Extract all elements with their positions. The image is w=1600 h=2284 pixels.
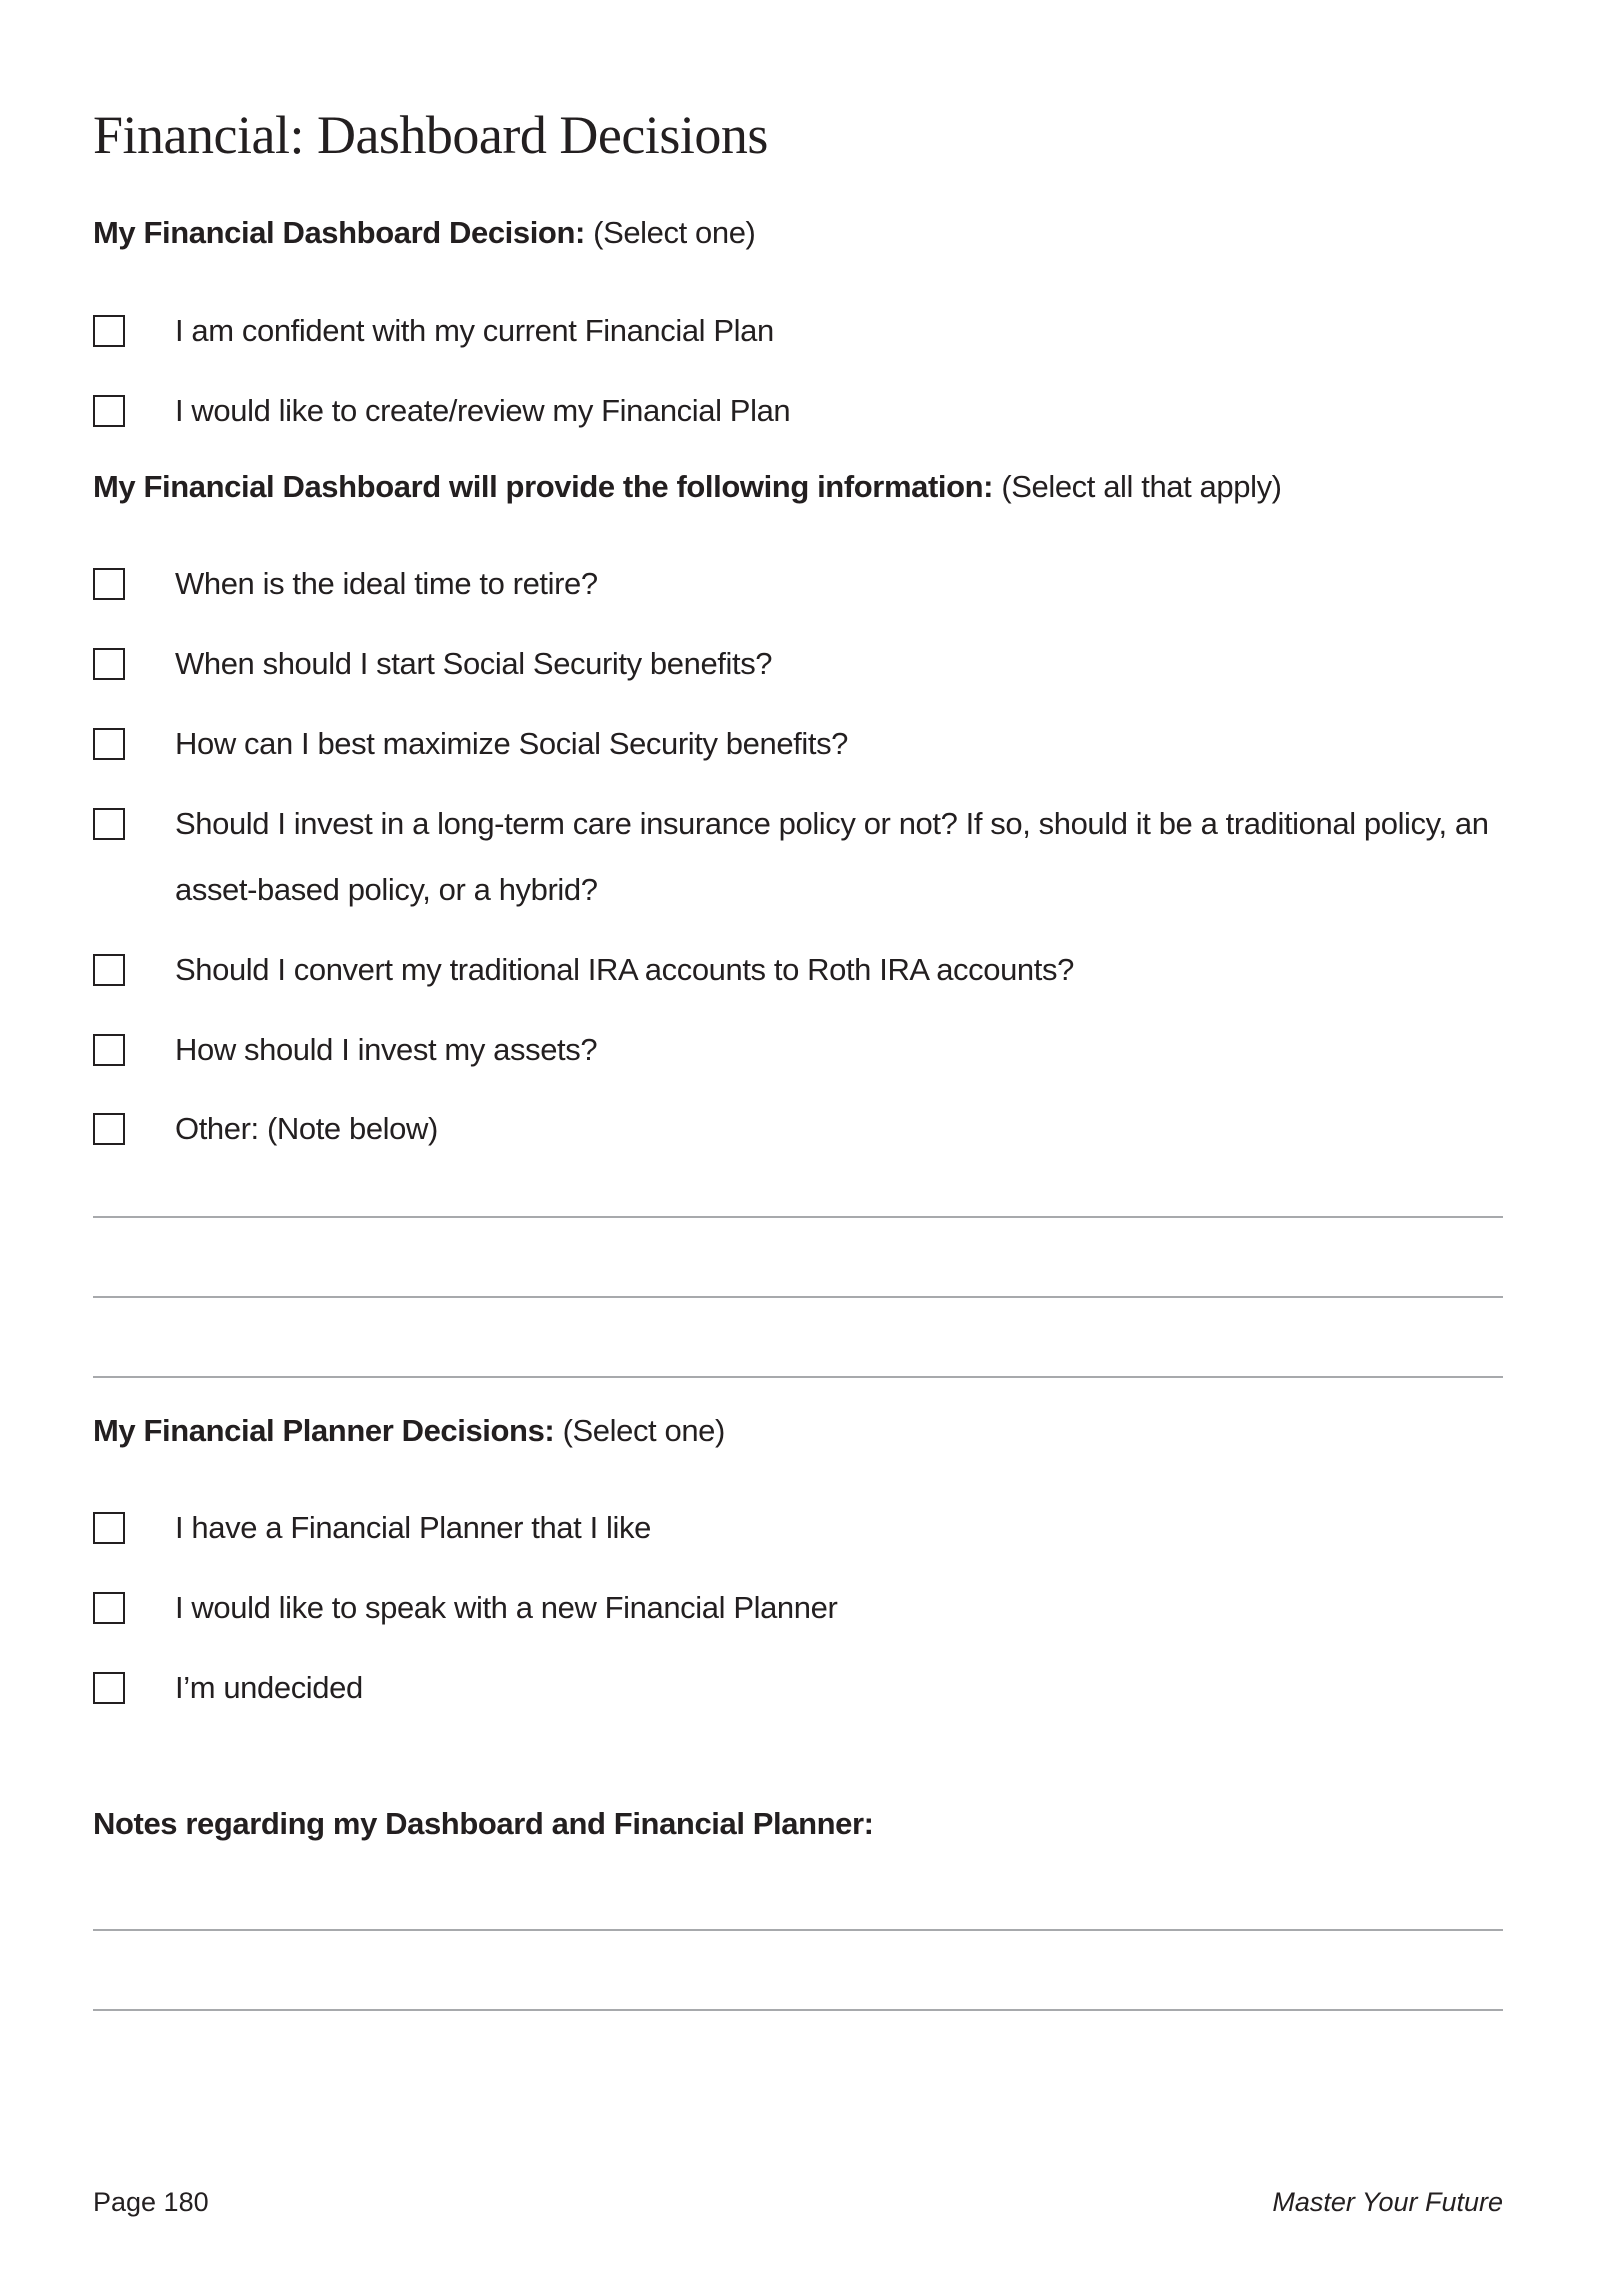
option-label: Should I convert my traditional IRA accounts to Roth IRA accounts?	[175, 952, 1074, 987]
option-other[interactable]	[93, 1109, 1503, 1162]
option-label: I’m undecided	[175, 1670, 363, 1705]
option-label: When should I start Social Security benefits?	[175, 646, 773, 681]
heading-note: (Select all that apply)	[1001, 469, 1282, 504]
option-retire-time[interactable]	[93, 564, 1503, 617]
dashboard-info-heading	[93, 467, 1282, 507]
checkbox[interactable]	[93, 1034, 125, 1066]
option-label: I would like to create/review my Financial Plan	[175, 393, 791, 428]
option-label: Should I invest in a long-term care insurance policy or not? If so, should it be a traditional policy, an asset-based policy, or a hybrid?	[175, 806, 1489, 907]
option-new-planner[interactable]	[93, 1588, 1503, 1641]
option-label: I would like to speak with a new Financial Planner	[175, 1590, 838, 1625]
note-line[interactable]	[93, 2009, 1503, 2011]
book-title: Master Your Future	[1272, 2187, 1503, 2217]
note-line[interactable]	[93, 1376, 1503, 1378]
heading-note: (Select one)	[562, 1413, 725, 1448]
option-ss-start[interactable]	[93, 644, 1503, 697]
note-line[interactable]	[93, 1929, 1503, 1931]
option-label: Other: (Note below)	[175, 1111, 438, 1146]
checkbox[interactable]	[93, 1512, 125, 1544]
checkbox[interactable]	[93, 648, 125, 680]
checkbox[interactable]	[93, 954, 125, 986]
option-create-review[interactable]	[93, 391, 1503, 444]
option-invest-assets[interactable]	[93, 1030, 1503, 1083]
checkbox[interactable]	[93, 728, 125, 760]
option-label: How should I invest my assets?	[175, 1032, 598, 1067]
heading-bold: My Financial Dashboard will provide the following information:	[93, 469, 994, 504]
checkbox[interactable]	[93, 1113, 125, 1145]
note-line[interactable]	[93, 1216, 1503, 1218]
dashboard-decision-heading	[93, 213, 755, 253]
planner-decision-heading	[93, 1411, 725, 1451]
checkbox[interactable]	[93, 395, 125, 427]
option-have-planner[interactable]	[93, 1508, 1503, 1561]
notes-heading: Notes regarding my Dashboard and Financial Planner:	[93, 1806, 874, 1841]
heading-note: (Select one)	[593, 215, 756, 250]
option-label: I am confident with my current Financial Plan	[175, 313, 774, 348]
note-line[interactable]	[93, 1296, 1503, 1298]
option-undecided[interactable]	[93, 1668, 1503, 1721]
option-label: How can I best maximize Social Security benefits?	[175, 726, 849, 761]
page-title: Financial: Dashboard Decisions	[93, 105, 768, 165]
page-number: Page 180	[93, 2187, 209, 2217]
checkbox[interactable]	[93, 568, 125, 600]
option-label: When is the ideal time to retire?	[175, 566, 598, 601]
heading-bold: My Financial Planner Decisions:	[93, 1413, 555, 1448]
option-ss-maximize[interactable]	[93, 724, 1503, 777]
heading-bold: My Financial Dashboard Decision:	[93, 215, 585, 250]
option-roth-conversion[interactable]	[93, 950, 1503, 1003]
checkbox[interactable]	[93, 1592, 125, 1624]
checkbox[interactable]	[93, 808, 125, 840]
option-ltc-insurance[interactable]	[93, 804, 1503, 923]
checkbox[interactable]	[93, 1672, 125, 1704]
option-confident[interactable]	[93, 311, 1503, 364]
option-label: I have a Financial Planner that I like	[175, 1510, 651, 1545]
checkbox[interactable]	[93, 315, 125, 347]
